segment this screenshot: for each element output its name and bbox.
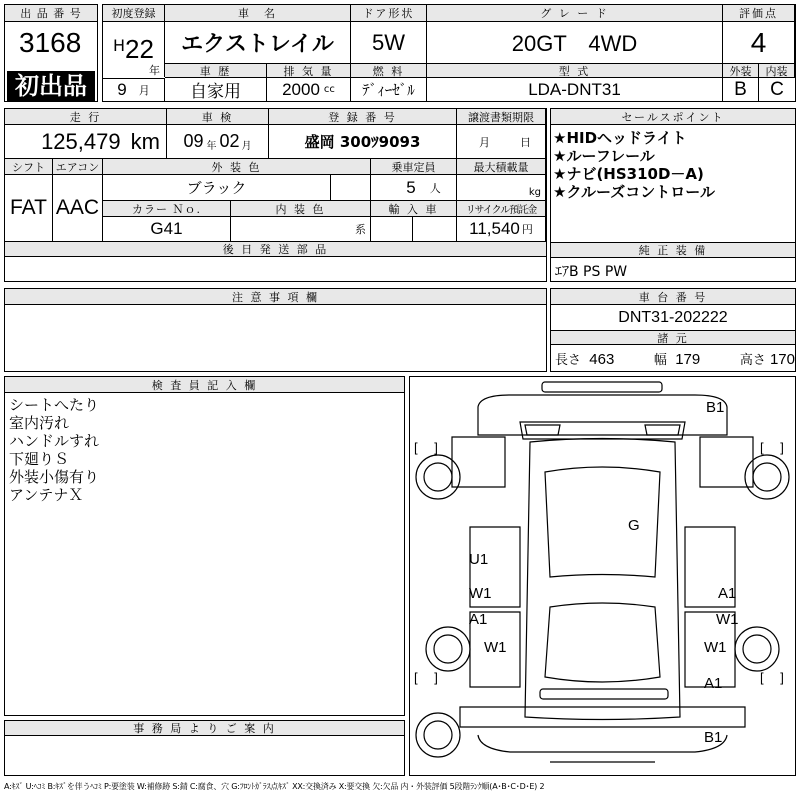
model-code-header: 型 式 (427, 64, 723, 78)
int-color-header: 内 装 色 (231, 201, 371, 217)
car-damage-diagram (409, 376, 796, 776)
inspection-cell (167, 125, 269, 159)
door-type: 5W (351, 22, 427, 64)
bracket-right-front: [ ] (760, 440, 784, 455)
displacement-header: 排 気 量 (267, 64, 351, 78)
import-header: 輸 入 車 (371, 201, 457, 217)
rear-bumper-top (540, 689, 668, 699)
inspector-header: 検 査 員 記 入 欄 (5, 377, 404, 393)
ext-color-header: 外 装 色 (103, 159, 371, 175)
dims-header: 諸 元 (551, 331, 795, 345)
fuel: ﾃﾞｨｰｾﾞﾙ (351, 78, 427, 101)
history-header: 車 歴 (165, 64, 267, 78)
inspector-note: アンテナＸ (9, 486, 84, 504)
displacement: 2000 (282, 79, 320, 99)
transfer-date-cell (457, 125, 546, 159)
inspector-notes-list (9, 396, 99, 504)
office-box (4, 720, 405, 776)
model-name: エクストレイル (165, 22, 351, 64)
headlight-left (525, 425, 560, 435)
recycle-header: リサイクル預託金 (457, 201, 546, 217)
length-label: 長さ (555, 353, 582, 368)
chassis-header: 車 台 番 号 (551, 289, 795, 305)
era: H (113, 36, 126, 55)
inspector-note: ハンドルすれ (9, 432, 100, 450)
inspector-note: シートへたり (9, 396, 100, 414)
damage-mark: W1 (704, 639, 727, 656)
car-outline-svg (410, 377, 795, 775)
capacity-cell (371, 175, 457, 201)
wheel-front-left-inner (424, 463, 452, 491)
selling-points-list (553, 129, 715, 201)
genuine-header: 純 正 装 備 (551, 242, 795, 258)
mileage-cell (5, 125, 167, 159)
bracket-left-front: [ ] (414, 440, 438, 455)
capacity: 5 (406, 177, 416, 197)
roof-windshield (545, 467, 660, 577)
chassis-box (550, 288, 796, 372)
yen-unit: 円 (521, 223, 533, 236)
shift-header: シフト (5, 159, 53, 175)
inspector-box (4, 376, 405, 716)
air-conditioner: AAC (53, 175, 103, 242)
inspector-note: 外装小傷有り (9, 468, 100, 486)
damage-mark: W1 (469, 585, 492, 602)
spare-wheel-inner (424, 721, 452, 749)
damage-mark: B1 (706, 399, 725, 416)
damage-mark: U1 (469, 551, 489, 568)
rear-gate (460, 707, 745, 727)
mileage-header: 走 行 (5, 109, 167, 125)
ext-grade: B (723, 78, 759, 101)
ext-color: ブラック (103, 175, 331, 201)
wheel-rear-left (426, 627, 470, 671)
kg-unit: kg (457, 175, 546, 201)
first-reg-month: 9 (117, 80, 127, 99)
max-load-header: 最大積載量 (457, 159, 546, 175)
legend-text: A:ｷｽﾞ U:ﾍｺﾐ B:ｷｽﾞを伴うﾍｺﾐ P:要塗装 W:補修跡 S:錆 C:腐食、穴 G:ﾌﾛﾝﾄｶﾞﾗｽ点ｷｽﾞ XX:交換済み X:要交換 欠:欠品 内・外装評価 5段階ﾗﾝｸ順(A･B･C･D･E) 2 (4, 782, 545, 791)
model-name-header: 車 名 (165, 5, 351, 22)
cc-unit: cc (323, 84, 335, 95)
shift: FAT (5, 175, 53, 242)
ac-header: エアコン (53, 159, 103, 175)
import-cell-2 (413, 217, 457, 242)
wheel-rear-right-inner (743, 635, 771, 663)
lot-box (4, 4, 98, 102)
first-listing-badge: 初出品 (7, 71, 95, 101)
score: 4 (723, 22, 795, 64)
selling-point: ★クルーズコントロール (553, 183, 715, 201)
mileage: 125,479 (41, 128, 121, 154)
selling-point: ★ナビ(HS310D－A) (553, 165, 704, 183)
width-value: 179 (675, 351, 701, 368)
door-header: ドア形状 (351, 5, 427, 22)
selling-point: ★ルーフレール (553, 147, 655, 165)
inspector-note: 下廻りＳ (9, 450, 70, 468)
month-unit: 月 (138, 84, 150, 97)
import-cell-1 (371, 217, 413, 242)
damage-mark: W1 (484, 639, 507, 656)
rear-bumper (478, 735, 727, 752)
details-table (4, 108, 547, 282)
person-unit: 人 (429, 181, 441, 195)
width-label: 幅 (653, 353, 667, 368)
first-reg-year: 22 (125, 34, 154, 64)
front-bumper-shape (542, 382, 662, 392)
recycle-cell (457, 217, 546, 242)
transfer-day-unit: 日 (520, 135, 531, 149)
damage-mark: A1 (469, 611, 488, 628)
notes-box (4, 288, 547, 372)
first-reg-month-cell (103, 78, 165, 101)
notes-header: 注 意 事 項 欄 (5, 289, 546, 305)
bracket-right-rear: [ ] (760, 670, 784, 685)
damage-mark: B1 (704, 729, 723, 746)
color-no-header: カラー Ｎｏ. (103, 201, 231, 217)
first-reg-header: 初度登録 (103, 5, 165, 22)
front-hood-shape (478, 395, 727, 435)
selling-points-header: セールスポイント (551, 109, 795, 125)
damage-mark: G (628, 517, 640, 534)
history: 自家用 (165, 78, 267, 101)
rear-roof (545, 603, 660, 682)
registration-number: 盛岡 300ﾂ9093 (269, 125, 457, 159)
transfer-header: 譲渡書類期限 (457, 109, 546, 125)
recycle-fee: 11,540 (469, 219, 520, 238)
dimensions-row (555, 349, 795, 368)
selling-point: ★HIDヘッドライト (553, 129, 687, 147)
wheel-front-left (416, 455, 460, 499)
int-grade: C (770, 78, 784, 100)
bracket-left-rear: [ ] (414, 670, 438, 685)
inspection-month: 02 (219, 131, 240, 151)
length-value: 463 (589, 351, 615, 368)
int-header: 内装 (759, 64, 795, 78)
displacement-cell (267, 78, 351, 101)
height-label: 高さ (739, 353, 766, 368)
km-unit: km (130, 128, 160, 154)
model-code: LDA-DNT31 (427, 78, 723, 101)
fuel-header: 燃 料 (351, 64, 427, 78)
later-parts-header: 後 日 発 送 部 品 (5, 242, 546, 257)
color-number: G41 (103, 217, 231, 242)
headlight-right (645, 425, 680, 435)
year-unit: 年 (149, 64, 160, 77)
inspector-note: 室内汚れ (9, 414, 70, 432)
wheel-front-right-inner (753, 463, 781, 491)
ext-header: 外装 (723, 64, 759, 78)
wheel-rear-right (735, 627, 779, 671)
selling-points-box (550, 108, 796, 282)
chassis-number: DNT31-202222 (551, 305, 795, 331)
height-value: 170 (769, 351, 795, 368)
vehicle-header-table (102, 4, 796, 102)
score-header: 評価点 (723, 5, 795, 22)
damage-mark: A1 (718, 585, 737, 602)
wheel-front-right (745, 455, 789, 499)
genuine-equipment: ｴｱB PS PW (555, 264, 628, 280)
int-color-kei: 系 (231, 217, 371, 242)
wheel-rear-left-inner (434, 635, 462, 663)
first-reg-year-cell (103, 22, 165, 77)
inspection-header: 車 検 (167, 109, 269, 125)
spare-wheel (416, 713, 460, 757)
capacity-header: 乗車定員 (371, 159, 457, 175)
ext-color-blank (331, 175, 371, 201)
grade-header: グ レ ー ド (427, 5, 723, 22)
damage-mark: W1 (716, 611, 739, 628)
damage-mark: A1 (704, 675, 723, 692)
year-unit: 年 (206, 141, 217, 152)
lot-header: 出 品 番 号 (5, 5, 98, 22)
grade: 20GT 4WD (427, 22, 723, 64)
inspection-year: 09 (183, 131, 204, 151)
lot-number: 3168 (19, 27, 82, 58)
reg-no-header: 登 録 番 号 (269, 109, 457, 125)
month-unit: 月 (241, 141, 252, 152)
office-header: 事 務 局 よ り ご 案 内 (5, 721, 404, 736)
transfer-month-unit: 月 (479, 135, 490, 149)
